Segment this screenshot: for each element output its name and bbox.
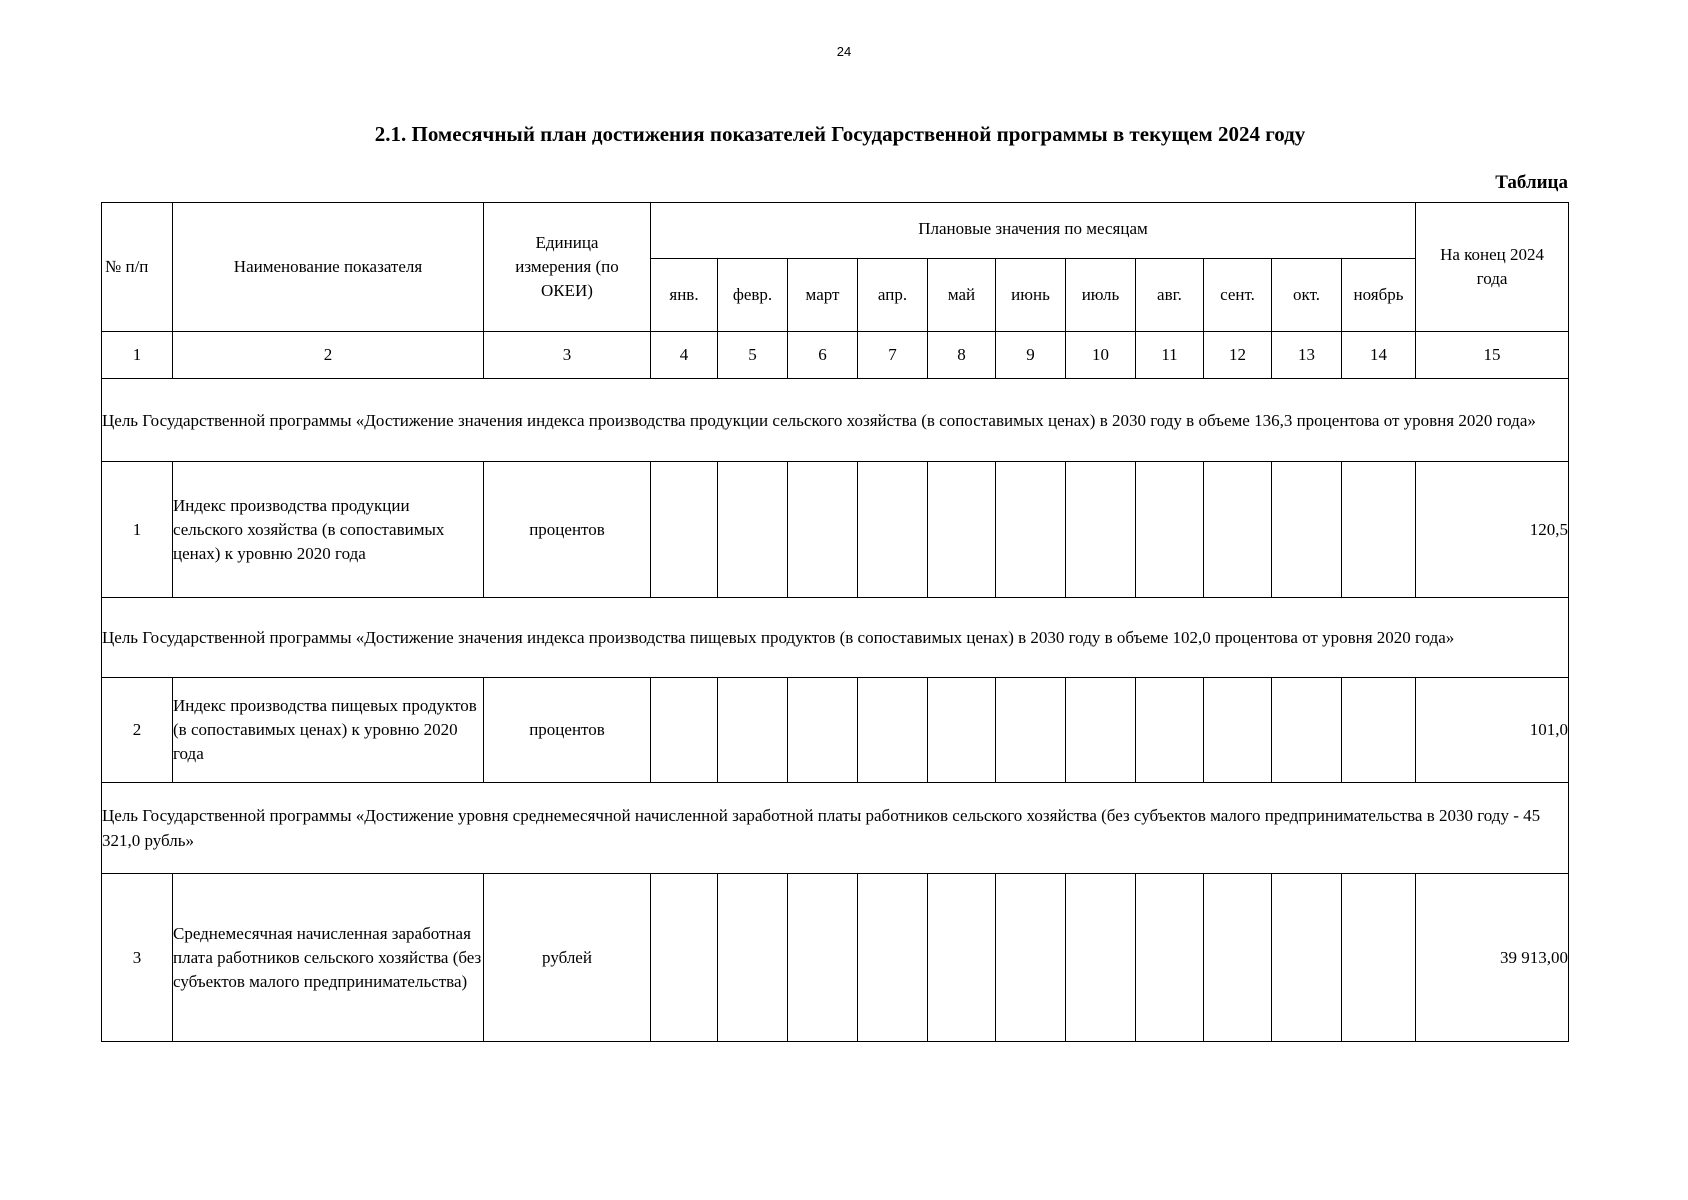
table-row [102,874,1569,1042]
month-value-cell [1342,678,1416,783]
header-unit: Единица измерения (по ОКЕИ) [484,203,651,332]
month-value-cell [1066,462,1136,598]
month-apr: апр. [858,259,928,332]
month-value-cell [928,874,996,1042]
column-number: 10 [1066,332,1136,379]
month-value-cell [1342,462,1416,598]
month-value-cell [996,874,1066,1042]
column-number: 13 [1272,332,1342,379]
indicator-name: Индекс производства продукции сельского хозяйства (в сопоставимых ценах) к уровню 2020 года [173,462,484,598]
month-value-cell [788,874,858,1042]
monthly-plan-table [101,202,1569,1042]
month-value-cell [928,678,996,783]
month-jan: янв. [651,259,718,332]
column-number: 4 [651,332,718,379]
goal-row [102,783,1569,874]
goal-row [102,379,1569,462]
column-number: 11 [1136,332,1204,379]
column-numbers-row [102,332,1569,379]
month-value-cell [858,874,928,1042]
row-num: 3 [102,874,173,1042]
month-nov: ноябрь [1342,259,1416,332]
header-row [102,203,1569,259]
year-end-value: 39 913,00 [1416,874,1569,1042]
indicator-name: Среднемесячная начисленная заработная плата работников сельского хозяйства (без субъектов малого предпринимательства) [173,874,484,1042]
column-number: 5 [718,332,788,379]
month-may: май [928,259,996,332]
year-end-value: 101,0 [1416,678,1569,783]
month-value-cell [1066,874,1136,1042]
table-caption: Таблица [1495,172,1568,193]
indicator-name: Индекс производства пищевых продуктов (в сопоставимых ценах) к уровню 2020 года [173,678,484,783]
month-value-cell [1342,874,1416,1042]
header-year-end: На конец 2024 года [1416,203,1569,332]
month-value-cell [858,678,928,783]
month-oct: окт. [1272,259,1342,332]
month-jul: июль [1066,259,1136,332]
month-sep: сент. [1204,259,1272,332]
month-value-cell [718,462,788,598]
month-feb: февр. [718,259,788,332]
column-number: 1 [102,332,173,379]
month-value-cell [996,678,1066,783]
column-number: 9 [996,332,1066,379]
month-value-cell [651,874,718,1042]
column-number: 14 [1342,332,1416,379]
month-mar: март [788,259,858,332]
column-number: 2 [173,332,484,379]
row-num: 2 [102,678,173,783]
month-value-cell [858,462,928,598]
month-value-cell [1066,678,1136,783]
month-value-cell [718,874,788,1042]
month-value-cell [1136,462,1204,598]
year-end-value: 120,5 [1416,462,1569,598]
goal-text: Цель Государственной программы «Достижение значения индекса производства продукции сельского хозяйства (в сопоставимых ценах) в 2030 году в объеме 136,3 процентова от уровня 2020 года» [102,379,1569,462]
goal-text: Цель Государственной программы «Достижение уровня среднемесячной начисленной заработной платы работников сельского хозяйства (без субъектов малого предпринимательства в 2030 году - 45 321,0 рубль» [102,783,1569,874]
column-number: 7 [858,332,928,379]
month-value-cell [1272,874,1342,1042]
column-number: 12 [1204,332,1272,379]
month-value-cell [1204,678,1272,783]
table-row [102,462,1569,598]
month-value-cell [788,678,858,783]
table-row [102,678,1569,783]
month-value-cell [1272,678,1342,783]
month-value-cell [788,462,858,598]
month-value-cell [1204,462,1272,598]
column-number: 8 [928,332,996,379]
column-number: 3 [484,332,651,379]
goal-text: Цель Государственной программы «Достижение значения индекса производства пищевых продуктов (в сопоставимых ценах) в 2030 году в объеме 102,0 процентова от уровня 2020 года» [102,598,1569,678]
column-number: 15 [1416,332,1569,379]
header-num: № п/п [102,203,173,332]
header-name: Наименование показателя [173,203,484,332]
month-value-cell [651,678,718,783]
goal-row [102,598,1569,678]
month-value-cell [651,462,718,598]
indicator-unit: процентов [484,462,651,598]
month-value-cell [1136,678,1204,783]
month-jun: июнь [996,259,1066,332]
month-aug: авг. [1136,259,1204,332]
month-value-cell [928,462,996,598]
header-planned: Плановые значения по месяцам [651,203,1416,259]
indicator-unit: рублей [484,874,651,1042]
document-title: 2.1. Помесячный план достижения показателей Государственной программы в текущем 2024 году [374,122,1306,146]
month-value-cell [996,462,1066,598]
page-number: 24 [836,44,852,59]
month-value-cell [1204,874,1272,1042]
month-value-cell [718,678,788,783]
column-number: 6 [788,332,858,379]
indicator-unit: процентов [484,678,651,783]
month-value-cell [1136,874,1204,1042]
row-num: 1 [102,462,173,598]
month-value-cell [1272,462,1342,598]
